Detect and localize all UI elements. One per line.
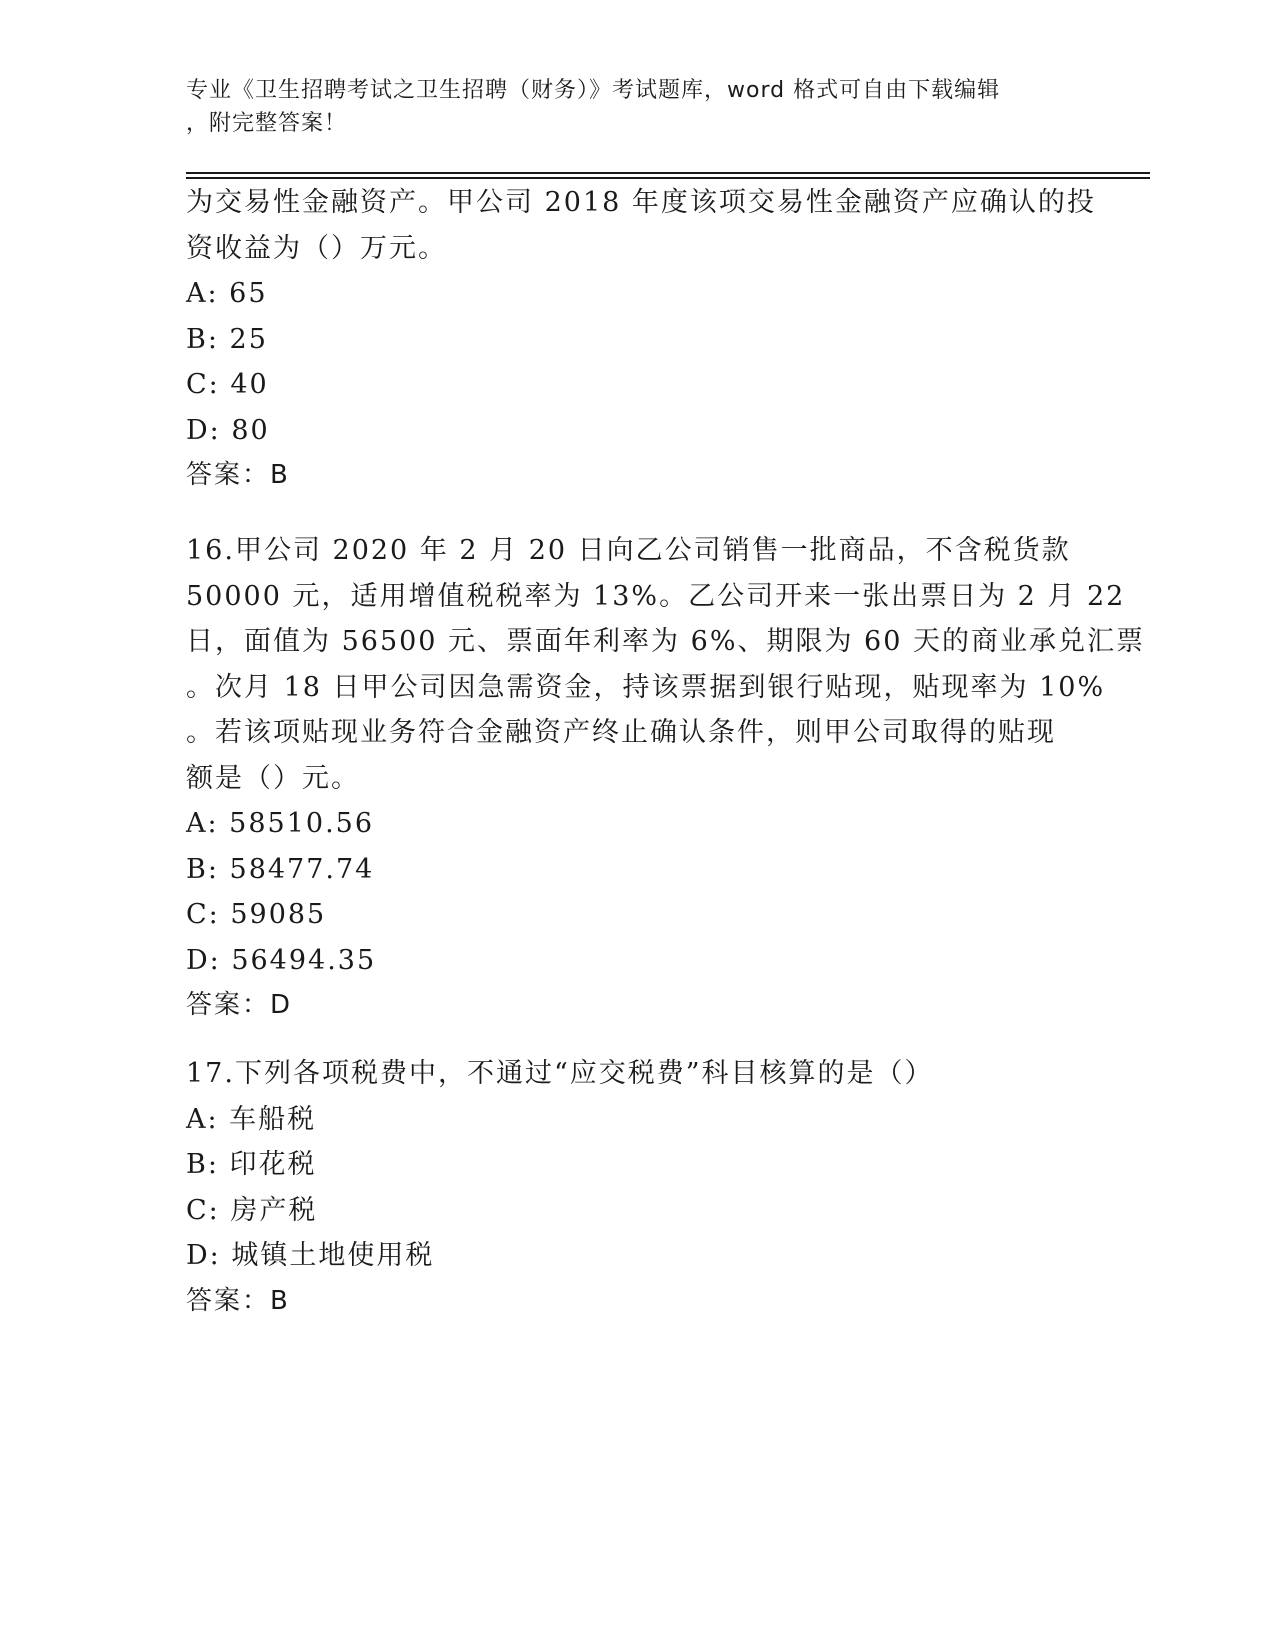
- question-16-text-line: 日，面值为 56500 元、票面年利率为 6%、期限为 60 天的商业承兑汇票: [186, 626, 1145, 657]
- question-17-option-c: C: 房产税: [186, 1194, 318, 1226]
- question-16: [186, 528, 1145, 1029]
- question-15-text-line: 为交易性金融资产。甲公司 2018 年度该项交易性金融资产应确认的投: [186, 187, 1096, 218]
- question-16-text-line: 50000 元，适用增值税税率为 13%。乙公司开来一张出票日为 2 月 22: [186, 580, 1126, 612]
- question-16-option-c: C: 59085: [186, 899, 327, 930]
- document-header: [186, 74, 1066, 140]
- question-15-option-a: A: 65: [186, 278, 268, 309]
- question-15-text-line: 资收益为（）万元。: [186, 232, 447, 264]
- question-15: [186, 180, 1096, 499]
- question-15-answer: 答案：B: [186, 460, 290, 490]
- question-16-text-line: 。若该项贴现业务符合金融资产终止确认条件，则甲公司取得的贴现: [186, 717, 1056, 748]
- question-16-answer: 答案：D: [186, 990, 293, 1020]
- question-17: [186, 1051, 1086, 1324]
- question-17-option-b: B: 印花税: [186, 1149, 317, 1180]
- question-15-option-c: C: 40: [186, 369, 269, 400]
- question-17-text-line: 17.下列各项税费中，不通过“应交税费”科目核算的是（）: [186, 1058, 934, 1089]
- question-16-text-line: 16.甲公司 2020 年 2 月 20 日向乙公司销售一批商品，不含税货款: [186, 535, 1071, 566]
- header-line-1: 专业《卫生招聘考试之卫生招聘（财务）》考试题库，word 格式可自由下载编辑: [186, 78, 1001, 103]
- header-rule-bottom: [186, 177, 1150, 179]
- question-16-option-d: D: 56494.35: [186, 944, 377, 976]
- header-rule-top: [186, 172, 1150, 174]
- question-15-option-d: D: 80: [186, 414, 270, 446]
- question-16-text-line: 额是（）元。: [186, 762, 360, 794]
- question-16-text-line: 。次月 18 日甲公司因急需资金，持该票据到银行贴现，贴现率为 10%: [186, 671, 1106, 703]
- question-16-option-a: A: 58510.56: [186, 808, 375, 839]
- question-17-option-d: D: 城镇土地使用税: [186, 1240, 435, 1271]
- header-line-2: ，附完整答案！: [186, 111, 348, 136]
- question-16-option-b: B: 58477.74: [186, 853, 375, 885]
- question-15-option-b: B: 25: [186, 323, 268, 355]
- question-17-option-a: A: 车船税: [186, 1103, 317, 1135]
- question-17-answer: 答案：B: [186, 1285, 290, 1316]
